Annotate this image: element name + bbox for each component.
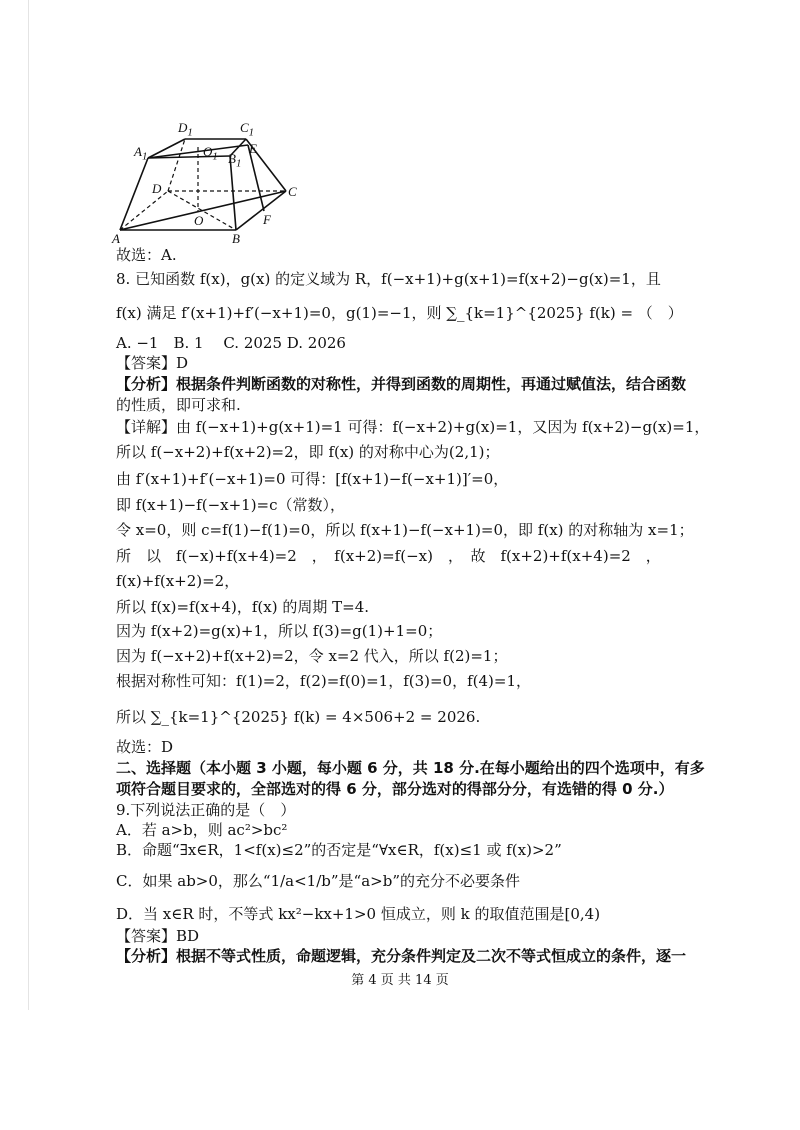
label-E: E (249, 141, 257, 156)
question-8-options: A. −1 B. 1 C. 2025 D. 2026 (116, 334, 346, 352)
label-B1: $B_1$ (228, 151, 242, 170)
analysis-line: 【分析】根据条件判断函数的对称性，并得到函数的周期性，再通过赋值法，结合函数 (116, 375, 687, 393)
analysis-line: 【分析】根据不等式性质，命题逻辑，充分条件判定及二次不等式恒成立的条件，逐一 (116, 947, 687, 965)
label-D: D (152, 181, 162, 196)
detail-line: 【详解】由 f(−x+1)+g(x+1)=1 可得：f(−x+2)+g(x)=1，又因为 f(x+2)−g(x)=1， (116, 418, 710, 436)
option-b: B．命题“∃x∈R，1<f(x)≤2”的否定是“∀x∈R，f(x)≤1 或 f(x)>2” (116, 841, 562, 859)
detail-line: 即 f(x+1)−f(−x+1)=c（常数）， (116, 496, 346, 514)
analysis-line-cont: 的性质，即可求和. (116, 396, 241, 414)
detail-line: 由 f′(x+1)+f′(−x+1)=0 可得：[f(x+1)−f(−x+1)]′=0， (116, 470, 509, 488)
text-line: 故选：D (116, 738, 174, 756)
label-A1: $A_1$ (134, 144, 148, 163)
section-heading-cont: 项符合题目要求的，全部选对的得 6 分，部分选对的得部分分，有选错的得 0 分.） (116, 780, 674, 798)
option-c: C．如果 ab>0，那么“1/a<1/b”是“a>b”的充分不必要条件 (116, 872, 520, 890)
detail-sum-line: 所以 ∑_{k=1}^{2025} f(k) = 4×506+2 = 2026. (116, 708, 481, 726)
option-d: D．当 x∈R 时，不等式 kx²−kx+1>0 恒成立，则 k 的取值范围是[0,4) (116, 905, 601, 923)
detail-line: 根据对称性可知：f(1)=2，f(2)=f(0)=1，f(3)=0，f(4)=1， (116, 672, 532, 690)
label-O: O (194, 213, 204, 228)
page-footer: 第 4 页 共 14 页 (351, 973, 449, 988)
detail-line: f(x)+f(x+2)=2， (116, 572, 240, 590)
question-8-stem-cont: f(x) 满足 f′(x+1)+f′(−x+1)=0，g(1)=−1，则 ∑_{k=1}^{2025} f(k) = （ ） (116, 304, 683, 322)
detail-line: 因为 f(x+2)=g(x)+1，所以 f(3)=g(1)+1=0； (116, 622, 443, 640)
answer-label: 【答案】D (116, 354, 189, 372)
label-B: B (232, 231, 240, 246)
label-D1: $D_1$ (178, 120, 193, 139)
question-8-stem: 8. 已知函数 f(x)，g(x) 的定义域为 R，f(−x+1)+g(x+1)=f(x+2)−g(x)=1，且 (116, 270, 661, 288)
label-F: F (263, 212, 271, 227)
answer-label: 【答案】BD (116, 927, 200, 945)
detail-line: 所 以 f(−x)+f(x+4)=2 ， f(x+2)=f(−x) ， 故 f(x+2)+f(x+4)=2 ， (116, 547, 661, 565)
question-9-stem: 9.下列说法正确的是（ ） (116, 801, 296, 819)
label-O1: $O_1$ (203, 144, 218, 163)
detail-line: 因为 f(−x+2)+f(x+2)=2，令 x=2 代入，所以 f(2)=1； (116, 647, 508, 665)
page-edge (28, 0, 29, 1010)
detail-line: 所以 f(x)=f(x+4)，f(x) 的周期 T=4. (116, 598, 370, 616)
frustum-figure (108, 118, 308, 248)
label-C1: $C_1$ (240, 120, 255, 139)
option-a: A．若 a>b，则 ac²>bc² (116, 821, 288, 839)
label-A: A (112, 231, 120, 246)
section-heading: 二、选择题（本小题 3 小题，每小题 6 分，共 18 分.在每小题给出的四个选项中，有多 (116, 759, 705, 777)
label-C: C (288, 184, 297, 199)
detail-line: 所以 f(−x+2)+f(x+2)=2，即 f(x) 的对称中心为(2,1)； (116, 443, 500, 461)
frustum-diagram (108, 118, 308, 248)
detail-line: 令 x=0，则 c=f(1)−f(1)=0，所以 f(x+1)−f(−x+1)=0，即 f(x) 的对称轴为 x=1； (116, 521, 694, 539)
text-line: 故选：A. (116, 246, 177, 264)
